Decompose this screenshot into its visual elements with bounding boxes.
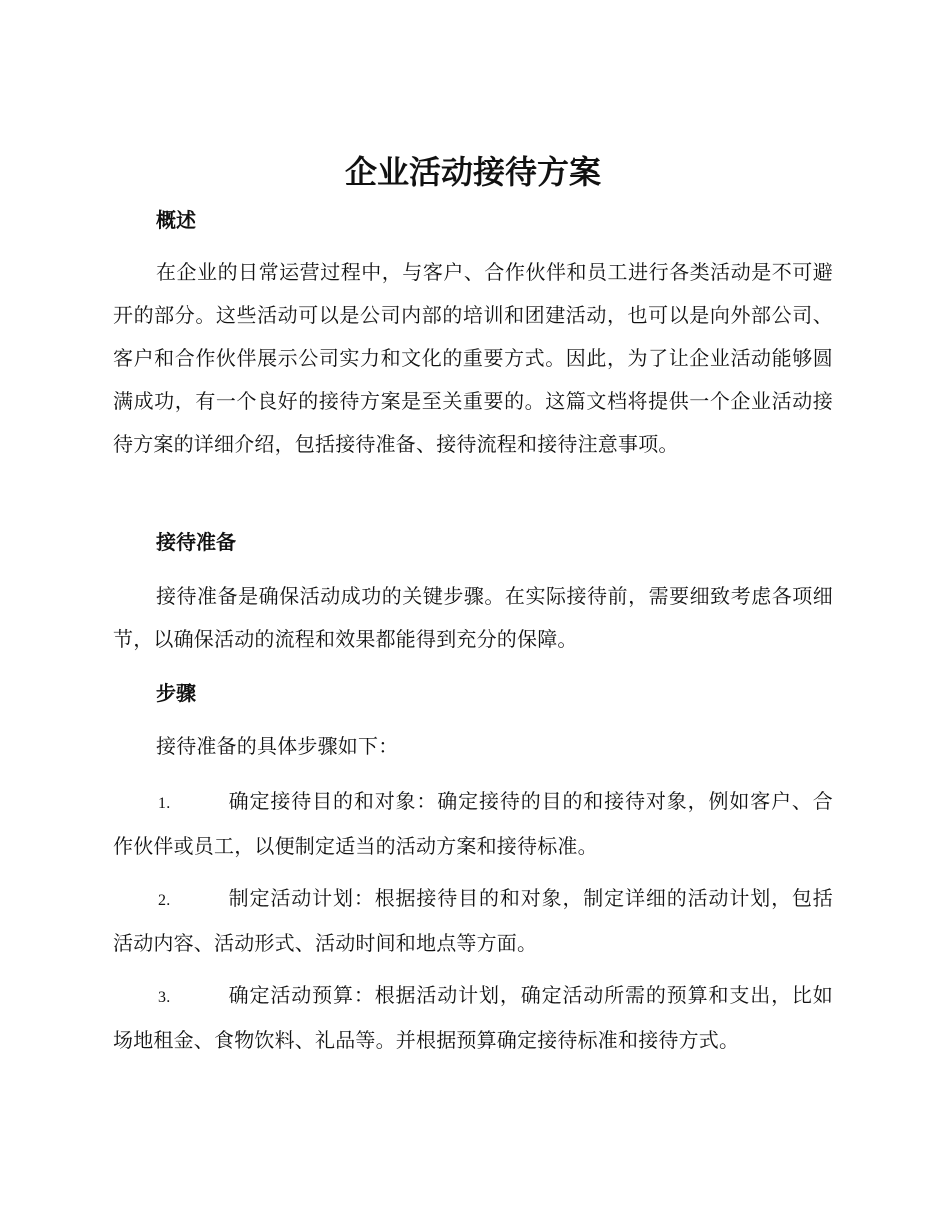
preparation-paragraph: 接待准备是确保活动成功的关键步骤。在实际接待前，需要细致考虑各项细节，以确保活动的流程和效果都能得到充分的保障。	[113, 584, 833, 651]
list-item-text: 确定接待目的和对象：确定接待的目的和接待对象，例如客户、合作伙伴或员工，以便制定适当的活动方案和接待标准。	[113, 789, 833, 858]
steps-intro-paragraph: 接待准备的具体步骤如下：	[156, 734, 399, 758]
list-number: 3.	[158, 989, 171, 1006]
list-item	[113, 974, 833, 1062]
list-number: 1.	[158, 795, 171, 812]
overview-paragraph: 在企业的日常运营过程中，与客户、合作伙伴和员工进行各类活动是不可避开的部分。这些活动可以是公司内部的培训和团建活动，也可以是向外部公司、客户和合作伙伴展示公司实力和文化的重要方式。因此，为了让企业活动能够圆满成功，有一个良好的接待方案是至关重要的。这篇文档将提供一个企业活动接待方案的详细介绍，包括接待准备、接待流程和接待注意事项。	[113, 260, 833, 456]
section-heading-preparation: 接待准备	[156, 530, 236, 554]
list-item	[113, 780, 833, 868]
list-item	[113, 877, 833, 965]
list-number: 2.	[158, 892, 171, 909]
list-item-text: 确定活动预算：根据活动计划，确定活动所需的预算和支出，比如场地租金、食物饮料、礼品等。并根据预算确定接待标准和接待方式。	[113, 983, 833, 1052]
document-title: 企业活动接待方案	[344, 153, 601, 191]
section-heading-steps: 步骤	[156, 681, 196, 705]
section-heading-overview: 概述	[156, 208, 196, 232]
list-item-text: 制定活动计划：根据接待目的和对象，制定详细的活动计划，包括活动内容、活动形式、活动时间和地点等方面。	[113, 886, 833, 955]
